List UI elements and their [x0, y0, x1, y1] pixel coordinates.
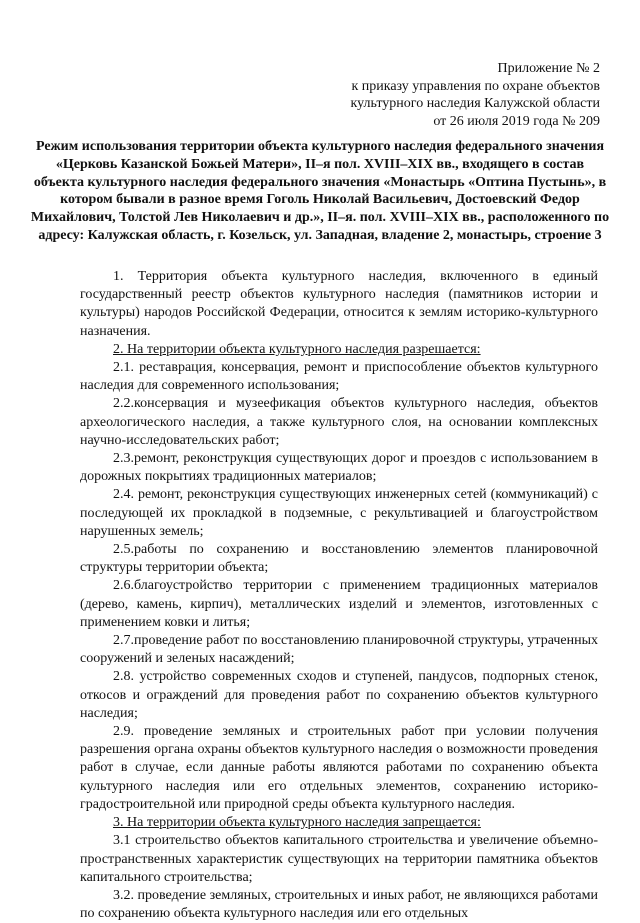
paragraph-1: 1. Территория объекта культурного наследия, включенного в единый государственный реестр объектов культурного наследия (памятников истории и культуры) народов Российской Федерации, относится к землям историко-культурного назначения.: [80, 269, 598, 339]
paragraph-2-8: 2.8. устройство современных сходов и ступеней, пандусов, подпорных стенок, откосов и ограждений для проведения работ по сохранению объектов культурного наследия;: [80, 669, 598, 721]
paragraph-2-3: 2.3.ремонт, реконструкция существующих дорог и проездов с использованием в дорожных покрытиях традиционных материалов;: [80, 451, 598, 485]
paragraph-2-1: 2.1. реставрация, консервация, ремонт и приспособление объектов культурного наследия для современного использования;: [80, 360, 598, 394]
section-heading-2: [80, 341, 598, 359]
annex-line: Приложение № 2: [497, 61, 600, 76]
annex-line: к приказу управления по охране объектов: [351, 78, 600, 94]
paragraph-3-1: 3.1 строительство объектов капитального строительства и увеличение объемно-пространственных характеристик существующих на территории памятника объектов капитального строительства;: [80, 833, 598, 885]
annex-header: [280, 60, 600, 130]
paragraph-2-4: 2.4. ремонт, реконструкция существующих инженерных сетей (коммуникаций) с последующей их прокладкой в подземные, с рекультивацией и благоустройством нарушенных земель;: [80, 487, 598, 539]
section-heading-2-text: 2. На территории объекта культурного наследия разрешается:: [113, 341, 481, 357]
document-body: [80, 268, 598, 923]
paragraph-3-2: 3.2. проведение земляных, строительных и иных работ, не являющихся работами по сохранению объекта культурного наследия или его отдельных: [80, 887, 598, 922]
section-heading-3: [80, 814, 598, 832]
paragraph-2-9: 2.9. проведение земляных и строительных работ при условии получения разрешения органа охраны объектов культурного наследия о возможности проведения работ в случае, если данные работы являются работами по сохранению объекта культурного наследия или его отдельных элементов, сохранению историко-градостроительной или природной среды объекта культурного наследия.: [80, 724, 598, 812]
paragraph-2-5: 2.5.работы по сохранению и восстановлению элементов планировочной структуры территории объекта;: [80, 542, 598, 576]
document-title: Режим использования территории объекта культурного наследия федерального значения «Церковь Казанской Божьей Матери», II–я пол. XVIII–XIX вв., входящего в состав объекта культурного наследия федерального значения «Монастырь «Оптина Пустынь», в котором бывали в разное время Гоголь Николай Васильевич, Достоевский Федор Михайлович, Толстой Лев Николаевич и др.», II–я. пол. XVIII–XIX вв., расположенного по адресу: Калужская область, г. Козельск, ул. Западная, владение 2, монастырь, строение 3: [30, 139, 610, 243]
paragraph-2-6: 2.6.благоустройство территории с применением традиционных материалов (дерево, камень, кирпич), металлических изделий и элементов, изготовленных с применением ковки и литья;: [80, 578, 598, 630]
annex-line: от 26 июля 2019 года № 209: [433, 113, 600, 129]
section-heading-3-text: 3. На территории объекта культурного наследия запрещается:: [113, 815, 481, 831]
paragraph-2-2: 2.2.консервация и музеефикация объектов культурного наследия, объектов археологического наследия, а также культурного слоя, на основании комплексных научно-исследовательских работ;: [80, 396, 598, 448]
annex-line: культурного наследия Калужской области: [350, 96, 600, 111]
paragraph-2-7: 2.7.проведение работ по восстановлению планировочной структуры, утраченных сооружений и зеленых насаждений;: [80, 633, 598, 667]
